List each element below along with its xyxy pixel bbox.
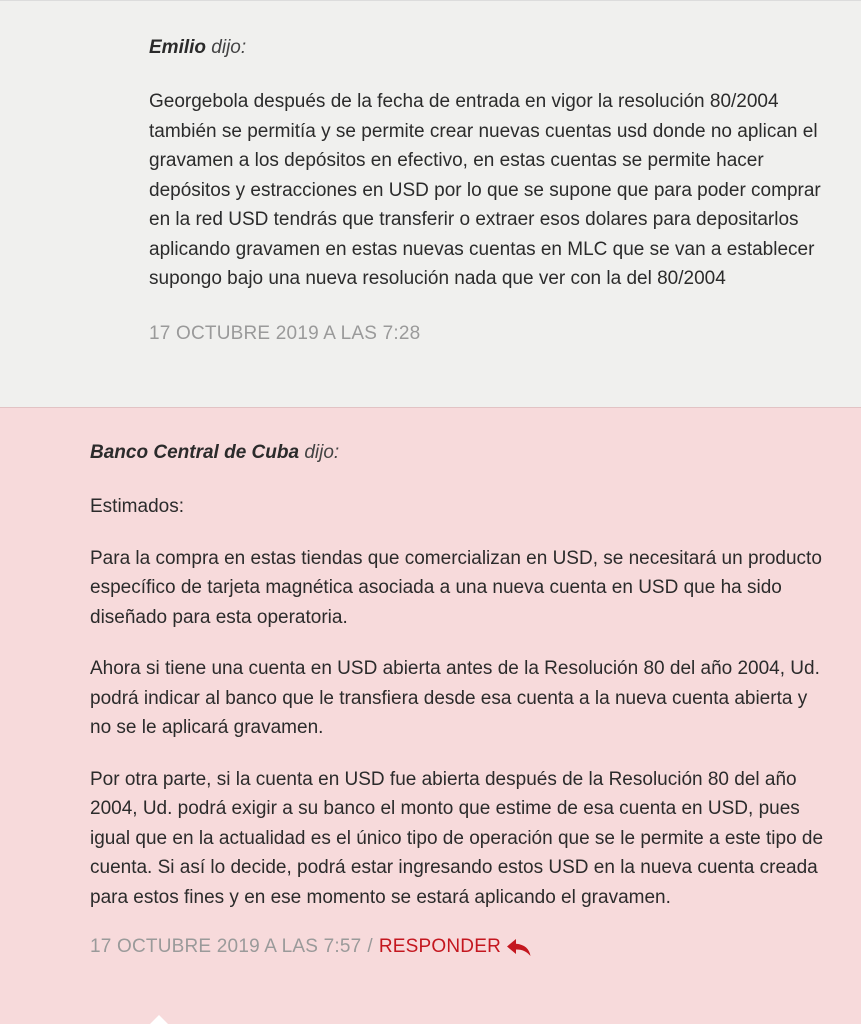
comment-author: Emilio — [149, 37, 207, 58]
comment-paragraph: Por otra parte, si la cuenta en USD fue abierta después de la Resolución 80 del año 2004, Ud. podrá exigir a su banco el monto que estime de esa cuenta en USD, pues igual que en la actualidad es el único tipo de operación que se le permite a este tipo de cuenta. Si así lo decide, podrá estar ingresando estos USD en la nueva cuenta creada para estos fines y en ese momento se estará aplicando el gravamen. — [90, 768, 824, 908]
comment-said: dijo: — [211, 37, 247, 58]
comment-meta — [90, 934, 831, 960]
comment-paragraph: Ahora si tiene una cuenta en USD abierta antes de la Resolución 80 del año 2004, Ud. podrá indicar al banco que le transfiera desde esa cuenta a la nueva cuenta abierta y no se le aplicará gravamen. — [90, 658, 820, 738]
comment-banco-central — [0, 407, 861, 1024]
comment-timestamp: 17 OCTUBRE 2019 A LAS 7:28 — [149, 322, 421, 344]
comment-paragraph: Estimados: — [90, 496, 184, 517]
reply-label: RESPONDER — [378, 936, 501, 957]
comment-said: dijo: — [304, 442, 340, 463]
comment-author: Banco Central de Cuba — [90, 442, 300, 463]
comment-paragraph: Georgebola después de la fecha de entrada en vigor la resolución 80/2004 también se permitía y se permite crear nuevas cuentas usd donde no aplican el gravamen a los depósitos en efectivo, en estas cuentas se permite hacer depósitos y estracciones en USD por lo que se supone que para poder comprar en la red USD tendrás que transferir o extraer esos dolares para depositarlos aplicando gravamen en estas nuevas cuentas en MLC que se van a establecer supongo bajo una nueva resolución nada que ver con la del 80/2004 — [149, 91, 821, 289]
comment-timestamp: 17 OCTUBRE 2019 A LAS 7:57 — [90, 936, 362, 957]
comment-emilio — [0, 0, 861, 407]
comment-author-line — [149, 35, 821, 61]
comment-author-line — [90, 440, 831, 466]
reply-form-notch — [150, 1015, 168, 1024]
reply-arrow-icon — [505, 937, 533, 957]
meta-separator: / — [367, 936, 373, 957]
reply-link[interactable] — [379, 934, 533, 960]
comment-paragraph: Para la compra en estas tiendas que comercializan en USD, se necesitará un producto específico de tarjeta magnética asociada a una nueva cuenta en USD que ha sido diseñado para esta operatoria. — [90, 547, 822, 628]
comment-meta — [149, 321, 821, 347]
